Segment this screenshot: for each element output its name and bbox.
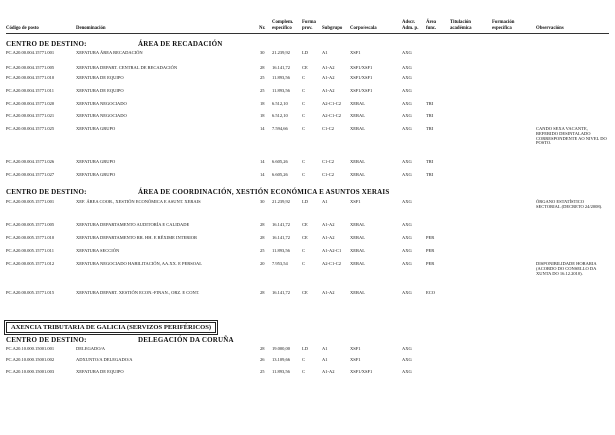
table-row	[6, 51, 609, 63]
col-prov: prov.	[302, 26, 313, 31]
cell-denominacion: XEFATURA DEPART. CENTRAL DE RECADACIÓN	[76, 65, 178, 70]
cell-corpo: XERAL	[350, 113, 365, 118]
cell-subgrupo: C1-C2	[322, 126, 335, 131]
cell-codigo: PC.A20.00.004.15771.021	[6, 113, 55, 118]
section-name: DELEGACIÓN DA CORUÑA	[138, 336, 234, 344]
section-label: CENTRO DE DESTINO:	[6, 336, 87, 344]
cell-complem: 6.605,26	[272, 172, 288, 177]
cell-corpo: XSF1	[350, 346, 361, 351]
section-label: CENTRO DE DESTINO:	[6, 188, 87, 196]
cell-forma: C	[302, 159, 306, 164]
cell-subgrupo: A1-A2	[322, 235, 335, 240]
cell-nr: 28	[260, 222, 265, 227]
cell-area: TRI	[426, 101, 434, 106]
table-row	[6, 76, 609, 88]
cell-forma: LD	[302, 346, 308, 351]
cell-area: TRI	[426, 159, 434, 164]
cell-corpo: XERAL	[350, 248, 365, 253]
cell-denominacion: XEFATURA ÁREA RECADACIÓN	[76, 50, 143, 55]
cell-forma: LD	[302, 199, 308, 204]
cell-forma: C	[302, 126, 306, 131]
cell-observacions: ÓRGANO ESTATÍSTICO SECTORIAL (DECRETO 24/2008).	[536, 199, 603, 209]
cell-denominacion: XEFATURA NEGOCIADO HABILITACIÓN, AA.XX. E PERSOAL	[76, 261, 203, 266]
col-observacions: Observacións	[536, 26, 564, 31]
cell-complem: 11.893,56	[272, 248, 290, 253]
cell-nr: 14	[260, 159, 265, 164]
cell-codigo: PC.A20.00.004.15771.027	[6, 172, 55, 177]
cell-forma: C	[302, 101, 306, 106]
cell-adscr: AXG	[402, 357, 412, 362]
cell-denominacion: XEF. ÁREA COOR., XESTIÓN ECONÓMICA E ASUNT. XERAIS	[76, 199, 201, 204]
cell-nr: 28	[260, 235, 265, 240]
cell-codigo: PC.A20.00.004.15771.011	[6, 88, 54, 93]
cell-codigo: PC.A20.10.000.15001.003	[6, 369, 55, 374]
section-name: ÁREA DE COORDINACIÓN, XESTIÓN ECONÓMICA E ASUNTOS XERAIS	[138, 188, 390, 196]
cell-nr: 30	[260, 50, 265, 55]
cell-codigo: PC.A20.00.004.15771.010	[6, 75, 55, 80]
cell-denominacion: XEFATURA DEPART. XESTIÓN ECON.-FINAN., ORZ. E CONT.	[76, 290, 200, 295]
cell-corpo: XSF1/XSF1	[350, 369, 373, 374]
table-row	[6, 223, 609, 235]
cell-codigo: PC.A20.00.004.15771.025	[6, 126, 55, 131]
cell-subgrupo: A1-A2	[322, 65, 335, 70]
cell-adscr: AXG	[402, 75, 412, 80]
cell-adscr: AXG	[402, 199, 412, 204]
cell-corpo: XSF1/XSF1	[350, 88, 373, 93]
cell-corpo: XSF1/XSF1	[350, 65, 373, 70]
cell-nr: 25	[260, 75, 265, 80]
cell-denominacion: XEFATURA SECCIÓN	[76, 248, 120, 253]
cell-area: PER	[426, 261, 435, 266]
cell-codigo: PC.A20.00.005.15771.011	[6, 248, 54, 253]
cell-denominacion: XEFATURA DE EQUIPO	[76, 75, 124, 80]
col-academica: académica	[450, 26, 472, 31]
cell-denominacion: ADXUNTO/A DELEGADO/A	[76, 357, 133, 362]
cell-subgrupo: A1	[322, 346, 328, 351]
cell-corpo: XSF1	[350, 199, 361, 204]
table-row	[6, 249, 609, 261]
cell-adscr: AXG	[402, 126, 412, 131]
cell-complem: 21.239,92	[272, 50, 290, 55]
cell-subgrupo: A2-C1-C2	[322, 113, 341, 118]
cell-forma: C	[302, 172, 306, 177]
cell-subgrupo: A1-A2	[322, 290, 335, 295]
cell-subgrupo: A1	[322, 50, 328, 55]
cell-corpo: XERAL	[350, 290, 365, 295]
table-row	[6, 236, 609, 248]
header-rule	[6, 33, 609, 34]
col-corpo: Corpo/escala	[350, 26, 377, 31]
cell-codigo: PC.A20.00.004.15771.001	[6, 50, 55, 55]
cell-complem: 11.893,56	[272, 75, 290, 80]
section-name: ÁREA DE RECADACIÓN	[138, 40, 223, 48]
cell-corpo: XSF1	[350, 50, 361, 55]
cell-complem: 6.605,26	[272, 159, 288, 164]
table-row	[6, 160, 609, 172]
cell-codigo: PC.A20.00.005.15771.010	[6, 235, 55, 240]
cell-denominacion: XEFATURA DEPARTAMENTO RR. HH. E RÉXIME INTERIOR	[76, 235, 198, 240]
cell-forma: CE	[302, 235, 308, 240]
cell-nr: 18	[260, 101, 265, 106]
cell-adscr: AXG	[402, 290, 412, 295]
col-subgrupo: Subgrupo	[322, 26, 343, 31]
section-title	[6, 40, 223, 48]
cell-codigo: PC.A20.00.005.15771.005	[6, 222, 55, 227]
cell-area: ECO	[426, 290, 435, 295]
cell-corpo: XERAL	[350, 172, 365, 177]
cell-nr: 30	[260, 199, 265, 204]
cell-corpo: XSF1/XSF1	[350, 75, 373, 80]
cell-complem: 16.141,72	[272, 290, 290, 295]
cell-adscr: AXG	[402, 346, 412, 351]
col-forma: Forma	[302, 20, 316, 25]
cell-observacions: CANDO SEXA VACANTE, REFERIDO DESINTALADO CORRESPONDENTE AO NIVEL DO POSTO.	[536, 126, 607, 146]
table-row	[6, 370, 609, 382]
cell-complem: 16.141,72	[272, 235, 290, 240]
boxed-title: AXENCIA TRIBUTARIA DE GALICIA (SERVIZOS PERIFÉRICOS)	[6, 322, 216, 333]
cell-codigo: PC.A20.00.005.15771.015	[6, 290, 55, 295]
cell-adscr: AXG	[402, 159, 412, 164]
cell-denominacion: XEFATURA GRUPO	[76, 126, 116, 131]
cell-denominacion: XEFATURA DEPARTAMENTO AUDITORÍA E CALIDADE	[76, 222, 190, 227]
cell-denominacion: XEFATURA GRUPO	[76, 159, 116, 164]
cell-forma: C	[302, 113, 306, 118]
cell-nr: 26	[260, 357, 265, 362]
table-row	[6, 114, 609, 126]
col-denominacion: Denominación	[76, 26, 106, 31]
cell-codigo: PC.A20.10.000.15001.001	[6, 346, 55, 351]
cell-nr: 18	[260, 113, 265, 118]
cell-area: TRI	[426, 113, 434, 118]
cell-codigo: PC.A20.00.004.15771.005	[6, 65, 55, 70]
col-adm: Adm. p.	[402, 26, 419, 31]
col-complem: Complem.	[272, 20, 294, 25]
cell-forma: CE	[302, 290, 308, 295]
cell-nr: 25	[260, 88, 265, 93]
cell-corpo: XERAL	[350, 101, 365, 106]
cell-adscr: AXG	[402, 222, 412, 227]
col-especifica: específica	[492, 26, 512, 31]
cell-adscr: AXG	[402, 235, 412, 240]
cell-denominacion: XEFATURA GRUPO	[76, 172, 116, 177]
table-row	[6, 89, 609, 101]
cell-nr: 14	[260, 126, 265, 131]
cell-nr: 25	[260, 369, 265, 374]
table-row	[6, 173, 609, 185]
cell-adscr: AXG	[402, 101, 412, 106]
cell-nr: 25	[260, 248, 265, 253]
cell-adscr: AXG	[402, 88, 412, 93]
cell-subgrupo: C1-C2	[322, 172, 335, 177]
cell-corpo: XERAL	[350, 126, 365, 131]
cell-adscr: AXG	[402, 113, 412, 118]
cell-adscr: AXG	[402, 369, 412, 374]
cell-complem: 16.141,72	[272, 222, 290, 227]
cell-corpo: XERAL	[350, 235, 365, 240]
cell-nr: 28	[260, 346, 265, 351]
cell-forma: C	[302, 357, 306, 362]
cell-complem: 11.893,56	[272, 369, 290, 374]
cell-subgrupo: A2-C1-C2	[322, 101, 341, 106]
cell-adscr: AXG	[402, 65, 412, 70]
cell-subgrupo: A1-A2	[322, 75, 335, 80]
cell-complem: 6.512,10	[272, 113, 288, 118]
col-codigo: Código de posto	[6, 26, 39, 31]
cell-observacions: DISPONIBILIDADE HORARIA (ACORDO DO CONSELLO DA XUNTA DO 16.12.2010).	[536, 261, 597, 276]
cell-area: TRI	[426, 172, 434, 177]
cell-complem: 16.141,72	[272, 65, 290, 70]
cell-subgrupo: A2-C1-C2	[322, 261, 341, 266]
cell-complem: 13.109,66	[272, 357, 290, 362]
cell-complem: 19.000,00	[272, 346, 290, 351]
col-nr: Nr.	[259, 26, 266, 31]
cell-forma: CE	[302, 65, 308, 70]
cell-corpo: XERAL	[350, 159, 365, 164]
cell-adscr: AXG	[402, 50, 412, 55]
cell-area: PER	[426, 248, 435, 253]
cell-denominacion: XEFATURA DE EQUIPO	[76, 369, 124, 374]
col-area: Área	[426, 20, 437, 25]
section-title	[6, 336, 234, 344]
table-row	[6, 262, 609, 274]
cell-codigo: PC.A20.00.004.15771.026	[6, 159, 55, 164]
section-title	[6, 188, 390, 196]
cell-codigo: PC.A20.00.004.15771.020	[6, 101, 55, 106]
cell-adscr: AXG	[402, 248, 412, 253]
cell-corpo: XERAL	[350, 261, 365, 266]
cell-complem: 21.239,92	[272, 199, 290, 204]
cell-denominacion: XEFATURA NEGOCIADO	[76, 101, 127, 106]
cell-forma: C	[302, 248, 306, 253]
table-row	[6, 291, 609, 303]
cell-forma: C	[302, 261, 306, 266]
cell-adscr: AXG	[402, 261, 412, 266]
cell-area: TRI	[426, 126, 434, 131]
cell-nr: 28	[260, 290, 265, 295]
table-row	[6, 126, 609, 146]
cell-area: PER	[426, 235, 435, 240]
cell-codigo: PC.A20.00.005.15771.012	[6, 261, 55, 266]
cell-subgrupo: A1-A2	[322, 88, 335, 93]
cell-nr: 14	[260, 172, 265, 177]
cell-nr: 20	[260, 261, 265, 266]
cell-forma: LD	[302, 50, 308, 55]
cell-adscr: AXG	[402, 172, 412, 177]
cell-forma: C	[302, 75, 306, 80]
cell-subgrupo: A1-A2	[322, 369, 335, 374]
col-adscr: Adscr.	[402, 20, 416, 25]
table-row	[6, 200, 609, 212]
cell-subgrupo: C1-C2	[322, 159, 335, 164]
cell-corpo: XSF1	[350, 357, 361, 362]
cell-forma: C	[302, 369, 306, 374]
cell-complem: 7.953,54	[272, 261, 288, 266]
cell-denominacion: XEFATURA NEGOCIADO	[76, 113, 127, 118]
cell-corpo: XERAL	[350, 222, 365, 227]
cell-denominacion: DELEGADO/A	[76, 346, 105, 351]
cell-complem: 7.594,66	[272, 126, 288, 131]
cell-denominacion: XEFATURA DE EQUIPO	[76, 88, 124, 93]
col-especifico: específico	[272, 26, 292, 31]
col-func: func.	[426, 26, 437, 31]
cell-subgrupo: A1-A2-C1	[322, 248, 342, 253]
cell-subgrupo: A1	[322, 199, 328, 204]
cell-complem: 11.893,56	[272, 88, 290, 93]
cell-codigo: PC.A20.00.005.15771.001	[6, 199, 55, 204]
cell-forma: C	[302, 88, 306, 93]
cell-complem: 6.512,10	[272, 101, 288, 106]
section-label: CENTRO DE DESTINO:	[6, 40, 87, 48]
cell-nr: 28	[260, 65, 265, 70]
cell-subgrupo: A1-A2	[322, 222, 335, 227]
cell-codigo: PC.A20.10.000.15001.002	[6, 357, 55, 362]
col-titulacion: Titulación	[450, 20, 471, 25]
cell-subgrupo: A1	[322, 357, 328, 362]
col-formacion: Formación	[492, 20, 515, 25]
cell-forma: CE	[302, 222, 308, 227]
